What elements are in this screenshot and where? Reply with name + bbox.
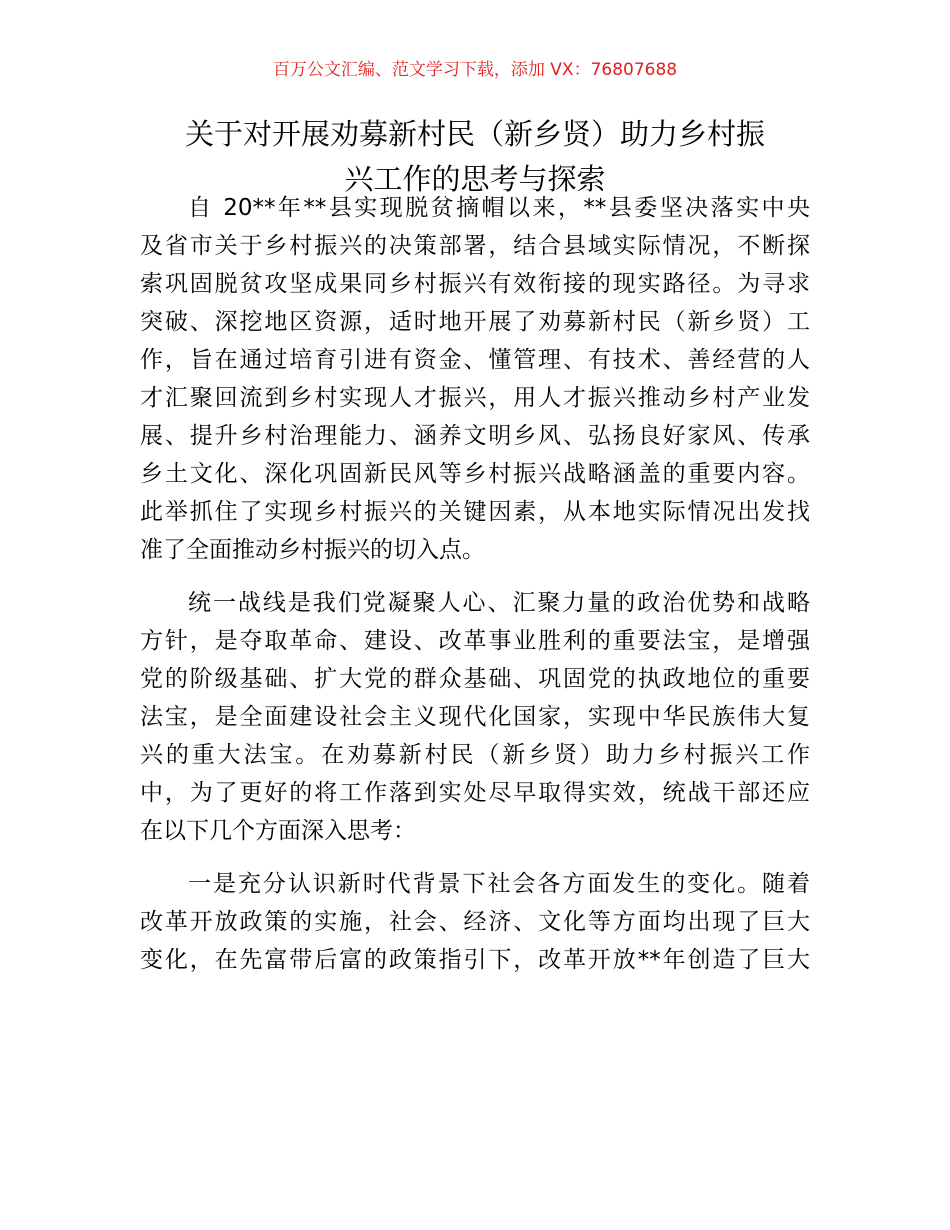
paragraph-line: 在以下几个方面深入思考： [140, 818, 416, 844]
watermark-header: 百万公文汇编、范文学习下载，添加 VX：76807688 [272, 60, 678, 80]
paragraph-line: 及省市关于乡村振兴的决策部署，结合县域实际情况，不断探 [140, 233, 810, 259]
title-line: 关于对开展劝募新村民（新乡贤）助力乡村振 [184, 117, 765, 151]
paragraph-line: 方针，是夺取革命、建设、改革事业胜利的重要法宝，是增强 [140, 628, 810, 654]
paragraph [140, 189, 810, 569]
paragraph-line: 改革开放政策的实施，社会、经济、文化等方面均出现了巨大 [140, 909, 810, 935]
paragraph-line: 兴的重大法宝。在劝募新村民（新乡贤）助力乡村振兴工作 [140, 742, 810, 768]
paragraph-line: 此举抓住了实现乡村振兴的关键因素，从本地实际情况出发找 [140, 499, 810, 525]
paragraph-line: 自 20**年**县实现脱贫摘帽以来，**县委坚决落实中央 [188, 195, 810, 221]
paragraph-line: 展、提升乡村治理能力、涵养文明乡风、弘扬良好家风、传承 [140, 423, 810, 449]
paragraph-line: 法宝，是全面建设社会主义现代化国家，实现中华民族伟大复 [140, 704, 810, 730]
paragraph-line: 准了全面推动乡村振兴的切入点。 [140, 537, 485, 563]
paragraph-line: 党的阶级基础、扩大党的群众基础、巩固党的执政地位的重要 [140, 666, 810, 692]
paragraph-line: 中，为了更好的将工作落到实处尽早取得实效，统战干部还应 [140, 780, 810, 806]
paragraph-line: 乡土文化、深化巩固新民风等乡村振兴战略涵盖的重要内容。 [140, 461, 810, 487]
paragraph-line: 统一战线是我们党凝聚人心、汇聚力量的政治优势和战略 [188, 590, 810, 616]
paragraph [140, 865, 810, 979]
title-line: 兴工作的思考与探索 [344, 162, 606, 196]
paragraph [140, 584, 810, 850]
paragraph-line: 索巩固脱贫攻坚成果同乡村振兴有效衔接的现实路径。为寻求 [140, 271, 810, 297]
paragraph-line: 一是充分认识新时代背景下社会各方面发生的变化。随着 [188, 871, 810, 897]
paragraph-line: 突破、深挖地区资源，适时地开展了劝募新村民（新乡贤）工 [140, 309, 810, 335]
paragraph-line: 作，旨在通过培育引进有资金、懂管理、有技术、善经营的人 [140, 347, 810, 373]
document-body [140, 189, 810, 994]
paragraph-line: 变化，在先富带后富的政策指引下，改革开放**年创造了巨大 [140, 947, 810, 973]
paragraph-line: 才汇聚回流到乡村实现人才振兴，用人才振兴推动乡村产业发 [140, 385, 810, 411]
